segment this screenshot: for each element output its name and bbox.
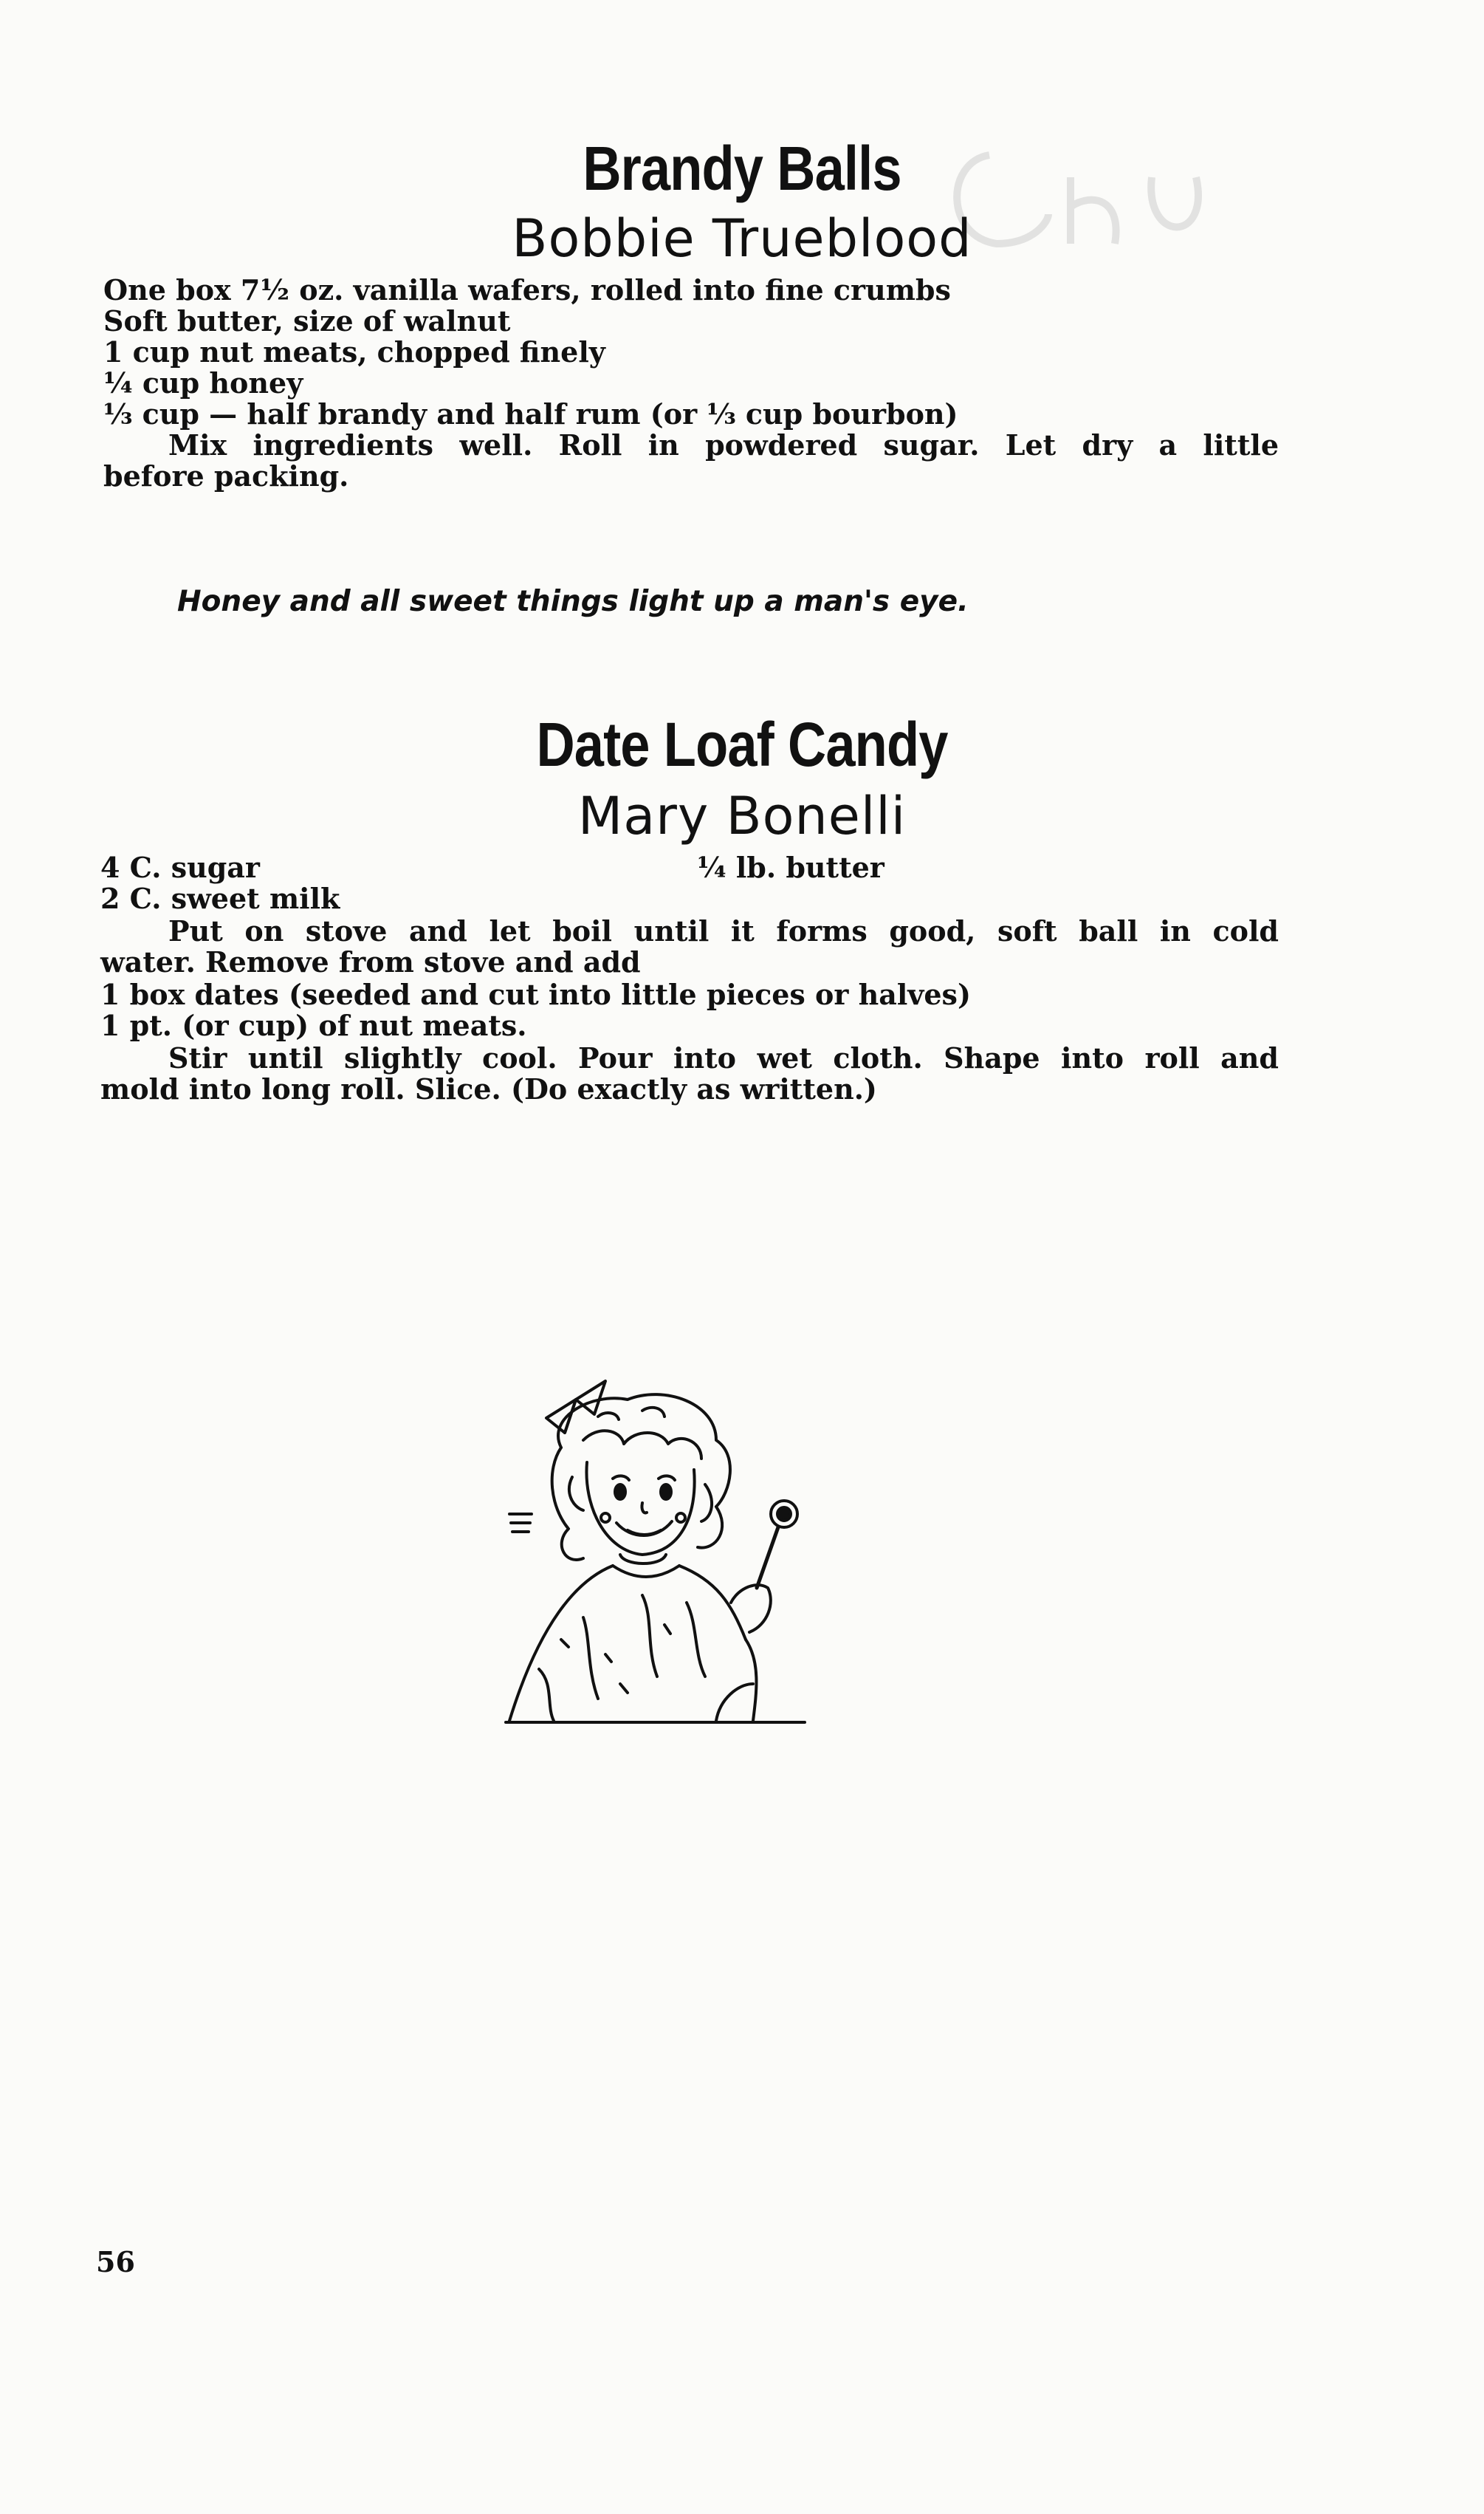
ingredient-line: ⅓ cup — half brandy and half rum (or ⅓ cup bourbon) xyxy=(103,397,958,431)
ingredient-line: 1 box dates (seeded and cut into little pieces or halves) xyxy=(100,978,971,1011)
recipe-author-date-loaf-candy: Mary Bonelli xyxy=(577,786,907,846)
ingredient-line: 1 cup nut meats, chopped finely xyxy=(103,335,605,369)
girl-with-lollipop-icon xyxy=(495,1359,827,1728)
ingredient-line: 4 C. sugar xyxy=(100,851,260,884)
instruction-line: mold into long roll. Slice. (Do exactly as written.) xyxy=(100,1072,877,1106)
instruction-line: Mix ingredients well. Roll in powdered sugar. Let dry a little xyxy=(168,428,1279,462)
ingredient-line: ¼ cup honey xyxy=(103,366,303,400)
recipe-title-date-loaf-candy: Date Loaf Candy xyxy=(536,710,948,779)
ingredient-line: 1 pt. (or cup) of nut meats. xyxy=(100,1009,527,1042)
ingredient-line: Soft butter, size of walnut xyxy=(103,304,511,338)
instruction-line: before packing. xyxy=(103,459,349,493)
recipe-title-brandy-balls: Brandy Balls xyxy=(583,134,901,203)
ingredient-line: One box 7½ oz. vanilla wafers, rolled into fine crumbs xyxy=(103,273,951,306)
ingredient-line: ¼ lb. butter xyxy=(697,851,884,884)
instruction-line: Stir until slightly cool. Pour into wet cloth. Shape into roll and xyxy=(168,1041,1279,1075)
instruction-line: Put on stove and let boil until it forms good, soft ball in cold xyxy=(168,914,1279,948)
honey-quote: Honey and all sweet things light up a man's eye. xyxy=(177,585,969,618)
ingredient-line: 2 C. sweet milk xyxy=(100,882,340,915)
page-number: 56 xyxy=(96,2245,135,2278)
instruction-line: water. Remove from stove and add xyxy=(100,945,641,979)
recipe-author-brandy-balls: Bobbie Trueblood xyxy=(512,208,972,269)
